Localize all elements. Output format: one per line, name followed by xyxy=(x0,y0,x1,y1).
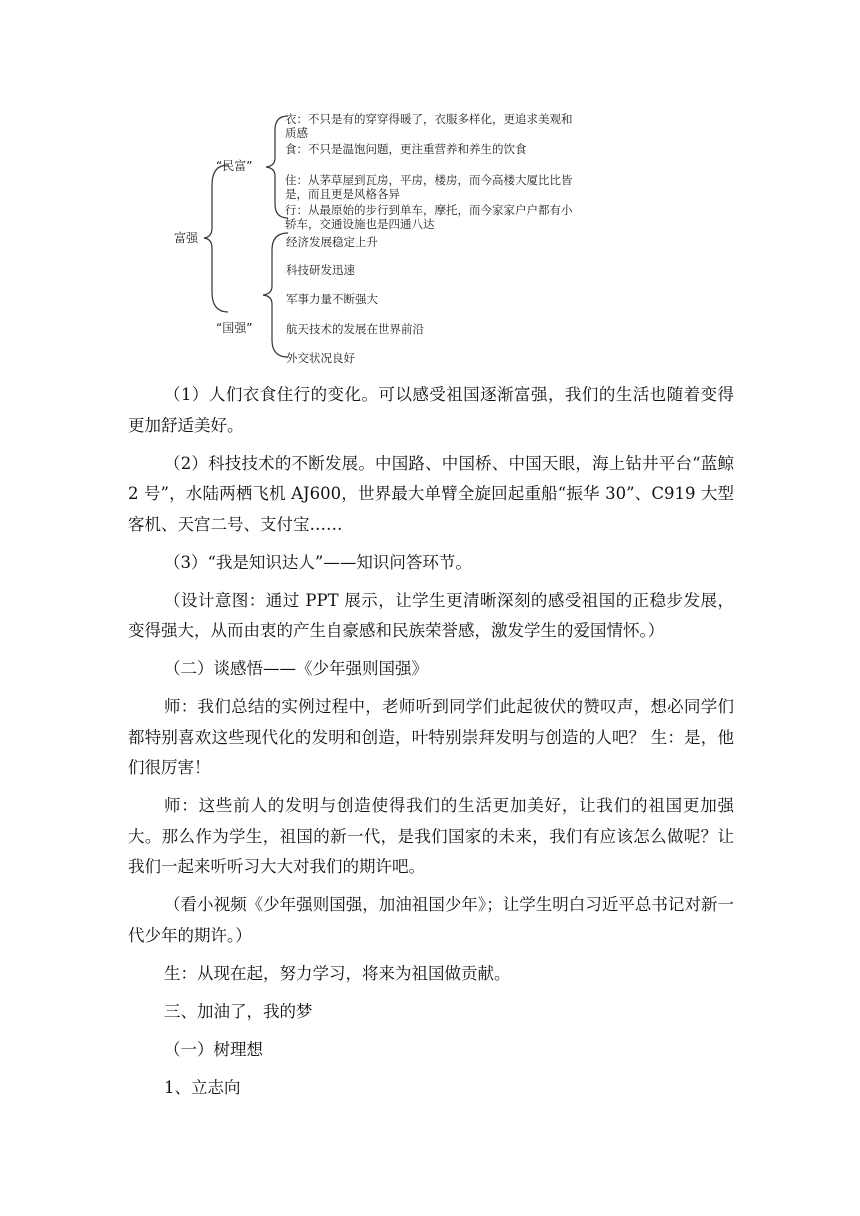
min-item-transport: 行：从最原始的步行到单车，摩托，而今家家户户都有小轿车，交通设施也是四通八达 xyxy=(285,203,573,231)
paragraph-student: 生：从现在起，努力学习，将来为祖国做贡献。 xyxy=(164,963,511,983)
guo-item-diplomacy: 外交状况良好 xyxy=(286,351,355,365)
guo-item-aerospace: 航天技术的发展在世界前沿 xyxy=(286,322,424,336)
branch-label-guo: “国强” xyxy=(216,321,253,335)
guo-brace xyxy=(263,233,288,357)
section-heading-dream: 三、加油了，我的梦 xyxy=(164,1001,313,1021)
document-body xyxy=(128,380,734,1111)
subsection-heading-ideal: （一）树理想 xyxy=(164,1039,263,1059)
paragraph-teacher-2: 师：这些前人的发明与创造使得我们的生活更加美好，让我们的祖国更加强大。那么作为学生，祖国的新一代，是我们国家的未来，我们有应该怎么做呢？让我们一起来听听习大大对我们的期许吧。 xyxy=(128,796,734,876)
guo-item-technology: 科技研发迅速 xyxy=(286,263,355,277)
paragraph-technology: （2）科技技术的不断发展。中国路、中国桥、中国天眼，海上钻井平台“蓝鲸 2 号”，水陆两栖飞机 AJ600，世界最大单臂全旋回起重船“振华 30”、C919 大型客机、天宫二号、支付宝…… xyxy=(128,453,734,534)
min-item-housing: 住：从茅草屋到瓦房，平房，楼房，而今高楼大厦比比皆是，而且更是风格各异 xyxy=(285,173,573,201)
min-item-food: 食：不只是温饱问题，更注重营养和养生的饮食 xyxy=(285,142,527,156)
paragraph-video: （看小视频《少年强则国强，加油祖国少年》；让学生明白习近平总书记对新一代少年的期许。） xyxy=(128,895,734,945)
root-label: 富强 xyxy=(174,231,199,245)
wealth-strength-diagram xyxy=(0,0,860,375)
item-heading-ambition: 1、立志向 xyxy=(164,1077,241,1097)
paragraph-design-intent: （设计意图：通过 PPT 展示，让学生更清晰深刻的感受祖国的正稳步发展，变得强大，从而由衷的产生自豪感和民族荣誉感，激发学生的爱国情怀。） xyxy=(128,590,734,640)
paragraph-changes: （1）人们衣食住行的变化。可以感受祖国逐渐富强，我们的生活也随着变得更加舒适美好。 xyxy=(128,385,734,435)
branch-label-min: “民富” xyxy=(216,159,253,173)
min-item-clothing: 衣：不只是有的穿穿得暖了，衣服多样化，更追求美观和质感 xyxy=(285,112,573,140)
guo-item-economy: 经济发展稳定上升 xyxy=(286,235,378,249)
guo-item-military: 军事力量不断强大 xyxy=(286,292,378,306)
paragraph-quiz: （3）“我是知识达人”——知识问答环节。 xyxy=(164,552,472,572)
section-heading-reflection: （二）谈感悟——《少年强则国强》 xyxy=(164,659,428,678)
paragraph-teacher-1: 师：我们总结的实例过程中，老师听到同学们此起彼伏的赞叹声，想必同学们都特别喜欢这些现代化的发明和创造，叶特别崇拜发明与创造的人吧？ 生：是，他们很厉害！ xyxy=(128,697,734,777)
root-brace xyxy=(204,165,228,312)
